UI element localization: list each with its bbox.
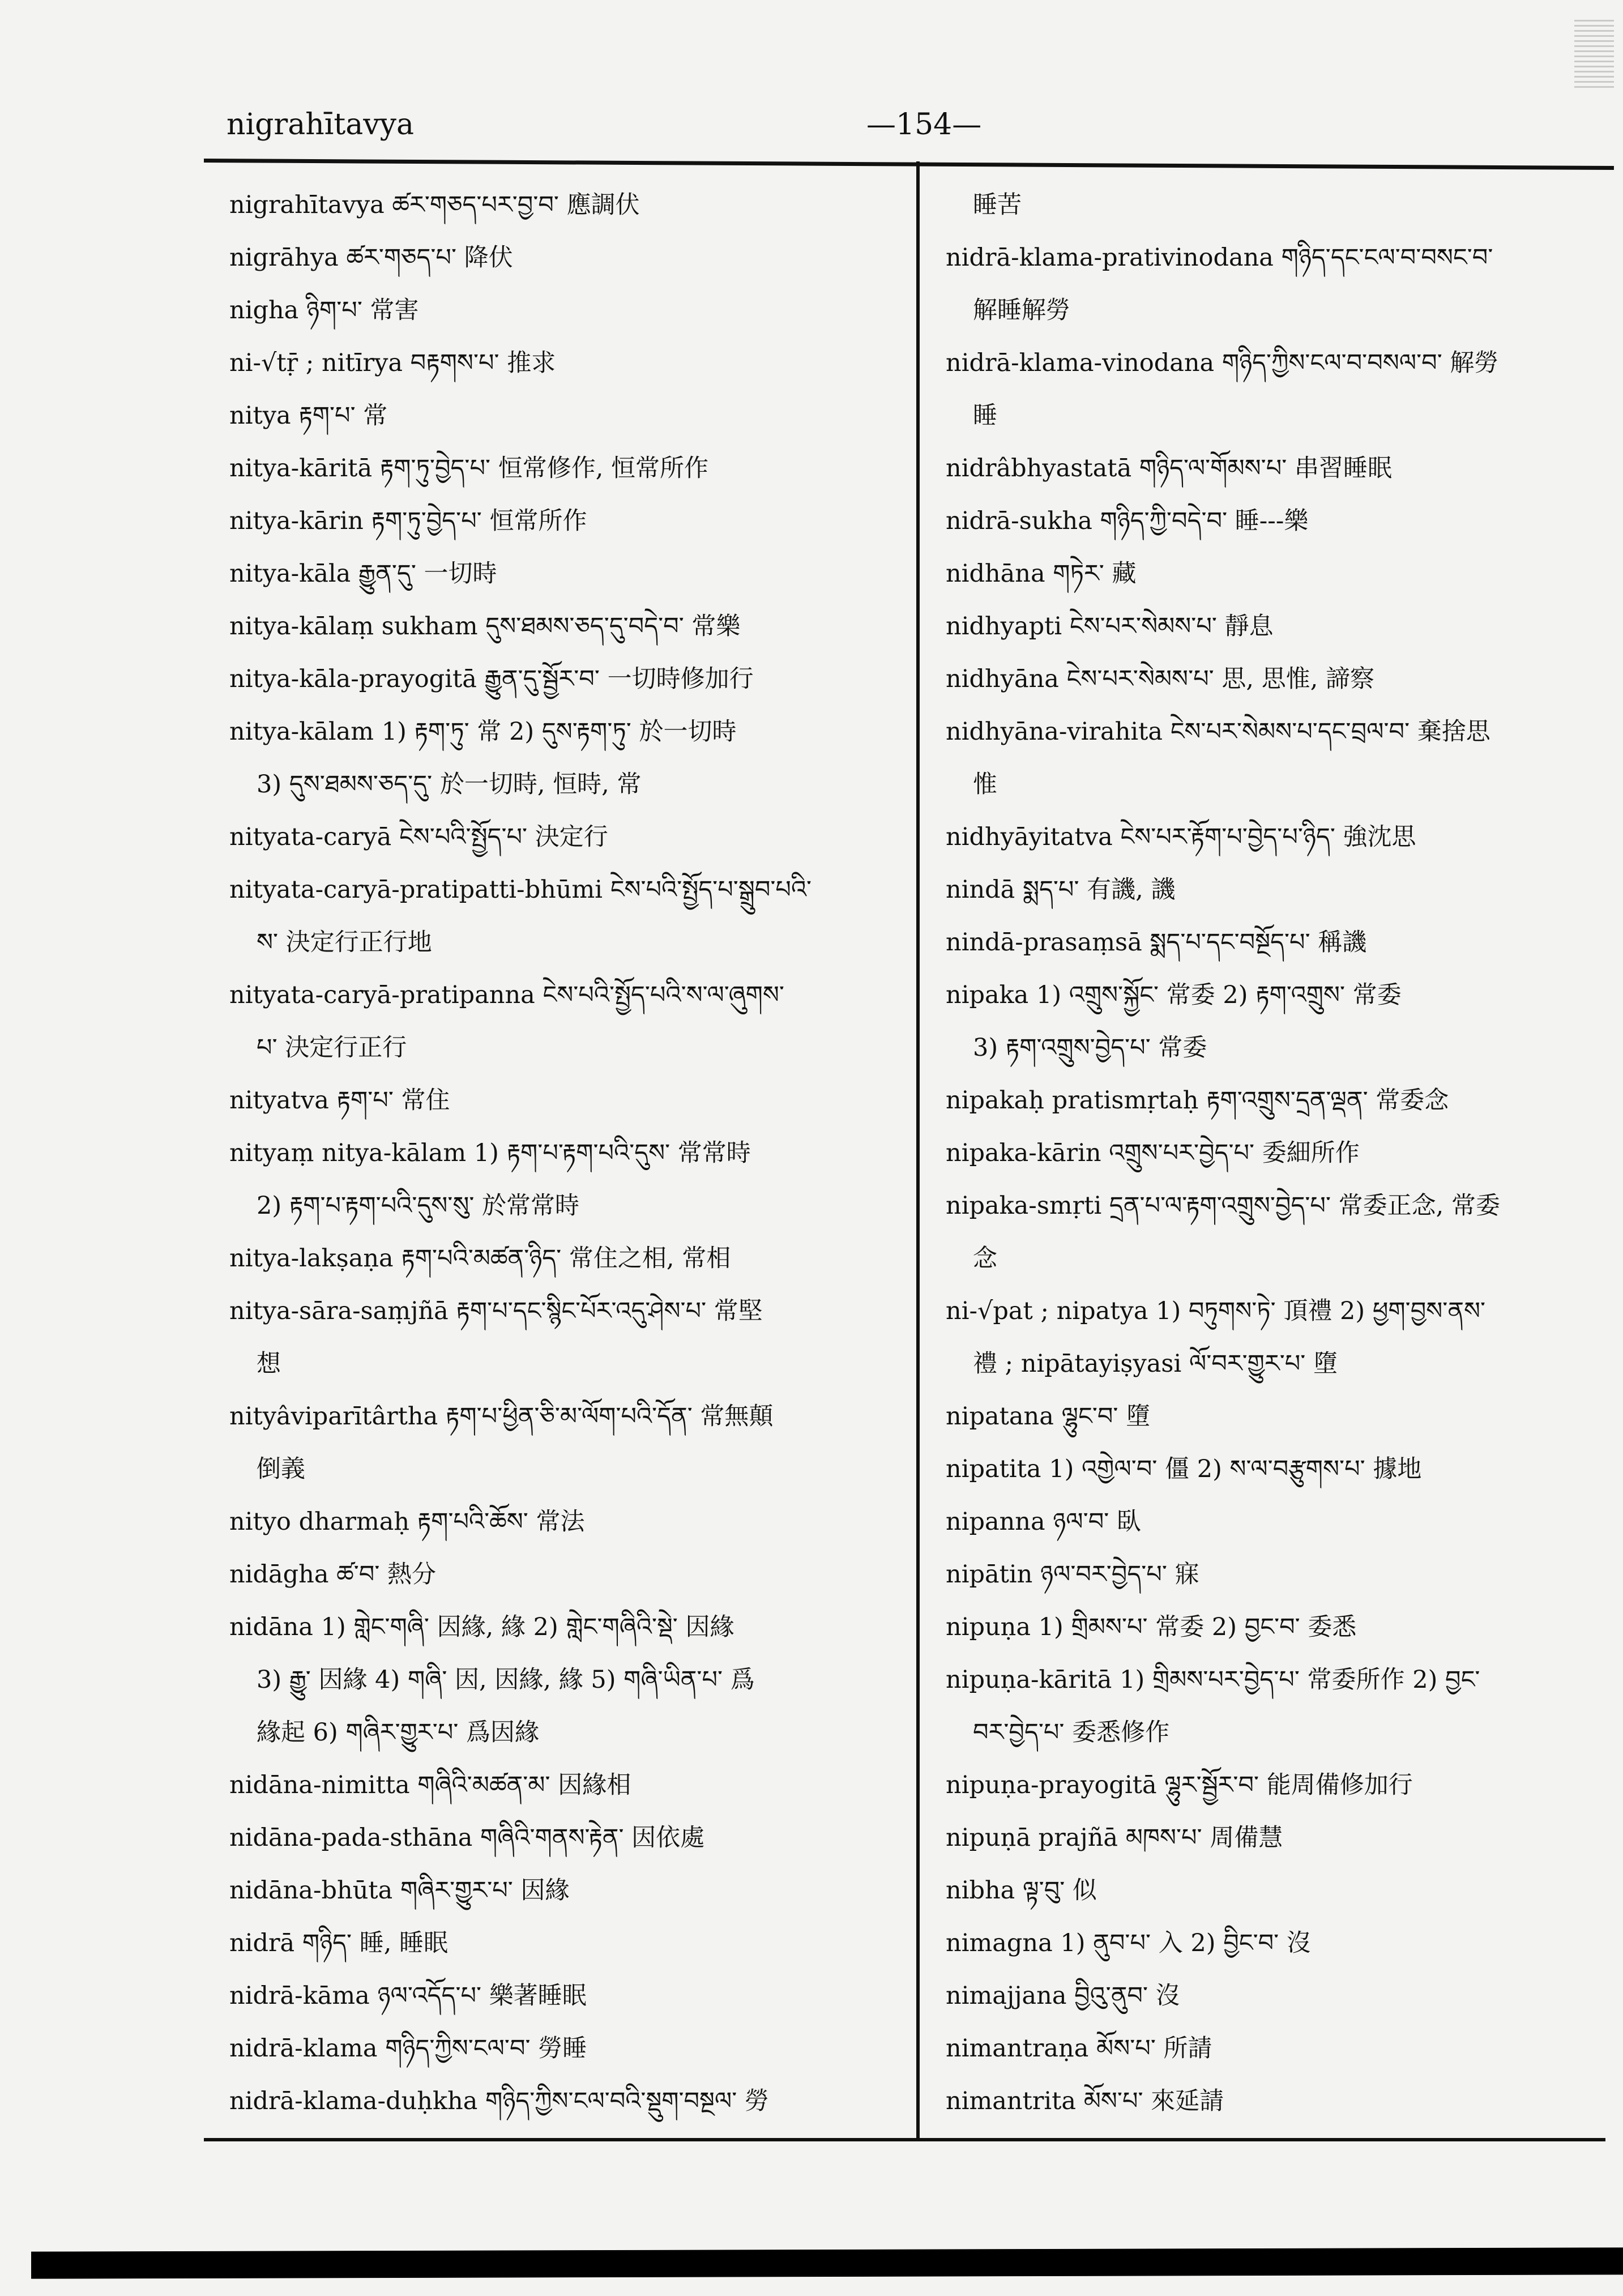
entry-line: nityata-caryā ངེས་པའི་སྤྱོད་པ་ 決定行: [229, 823, 608, 851]
entry-line: nityo dharmaḥ རྟག་པའི་ཆོས་ 常法: [229, 1508, 585, 1536]
entry-line: 2) རྟག་པ་རྟག་པའི་དུས་སུ་ 於常常時: [257, 1192, 580, 1220]
entry-line: nidrā-klama གཉིད་ཀྱིས་ངལ་བ་ 勞睡: [229, 2034, 587, 2063]
entry-line: nindā-prasaṃsā སྨད་པ་དང་བསྔོད་པ་ 稱譏: [946, 928, 1367, 957]
header-rule: [204, 159, 1614, 170]
entry-line: 3) རྟག་འགྲུས་བྱེད་པ་ 常委: [973, 1034, 1207, 1062]
entry-line: 想: [257, 1350, 281, 1378]
entry-line: 3) དུས་ཐམས་ཅད་དུ་ 於一切時, 恒時, 常: [257, 770, 642, 799]
footer-rule: [204, 2138, 1605, 2141]
entry-line: 睡: [973, 402, 997, 430]
entry-line: nitya-kārin རྟག་ཏུ་བྱེད་པ་ 恒常所作: [229, 507, 587, 535]
entry-line: nipuṇa 1) གྲིམས་པ་ 常委 2) བྱང་བ་ 委悉: [946, 1613, 1357, 1641]
entry-line: nityatva རྟག་པ་ 常住: [229, 1086, 450, 1115]
entry-line: 禮 ; nipātayiṣyasi ལོ་བར་གྱུར་པ་ 墮: [973, 1350, 1338, 1378]
entry-line: nidhāna གཏེར་ 藏: [946, 560, 1137, 588]
entry-line: nipuṇā prajñā མཁས་པ་ 周備慧: [946, 1824, 1283, 1852]
entry-line: nidhyāna ངེས་པར་སེམས་པ་ 思, 思惟, 諦察: [946, 665, 1375, 693]
entry-line: nityaṃ nitya-kālam 1) རྟག་པ་རྟག་པའི་དུས་ 常常時: [229, 1139, 751, 1167]
entry-line: nitya-kālaṃ sukham དུས་ཐམས་ཅད་དུ་བདེ་བ་ 常樂: [229, 612, 741, 641]
entry-line: པ་ 決定行正行: [257, 1034, 407, 1062]
entry-line: nityata-caryā-pratipatti-bhūmi ངེས་པའི་སྤྱོད་པ་སྒྲུབ་པའི་: [229, 876, 812, 904]
entry-line: ni-√pat ; nipatya 1) བཏུགས་ཏེ་ 頂禮 2) ཕྱག་བྱས་ནས་: [946, 1297, 1486, 1325]
entry-line: nitya རྟག་པ་ 常: [229, 402, 388, 430]
entry-line: nityâviparītârtha རྟག་པ་ཕྱིན་ཅི་མ་ལོག་པའི་དོན་ 常無顛: [229, 1402, 774, 1431]
entry-line: nidrā-sukha གཉིད་ཀྱི་བདེ་བ་ 睡---樂: [946, 507, 1309, 535]
entry-line: nibha ལྟ་བུ་ 似: [946, 1876, 1097, 1905]
scan-edge-bar: [31, 2247, 1623, 2278]
entry-line: 倒義: [257, 1455, 305, 1483]
entry-line: nitya-kālam 1) རྟག་ཏུ་ 常 2) དུས་རྟག་ཏུ་ 於一切時: [229, 718, 737, 746]
entry-line: nitya-kāritā རྟག་ཏུ་བྱེད་པ་ 恒常修作, 恒常所作: [229, 454, 709, 483]
entry-line: nipaka 1) འགྲུས་སྐྱོང་ 常委 2) རྟག་འགྲུས་ 常委: [946, 981, 1402, 1009]
column-divider: [916, 161, 920, 2141]
entry-line: nipaka-kārin འགྲུས་པར་བྱེད་པ་ 委細所作: [946, 1139, 1360, 1167]
entry-line: nipanna ཉལ་བ་ 臥: [946, 1508, 1141, 1536]
entry-line: nidhyāyitatva ངེས་པར་རྟོག་པ་བྱེད་པ་ཉིད་ 強沈思: [946, 823, 1416, 851]
entry-line: nityata-caryā-pratipanna ངེས་པའི་སྤྱོད་པའི་ས་ལ་ཞུགས་: [229, 981, 784, 1009]
entry-line: nipakaḥ pratismṛtaḥ རྟག་འགྲུས་དྲན་ལྡན་ 常委念: [946, 1086, 1449, 1115]
entry-line: nimagna 1) ནུབ་པ་ 入 2) བྱིང་བ་ 沒: [946, 1929, 1311, 1957]
entry-line: nidāna 1) གླེང་གཞི་ 因緣, 緣 2) གླེང་གཞིའི་སྡེ་ 因緣: [229, 1613, 734, 1641]
entry-line: nigha ཉིག་པ་ 常害: [229, 296, 419, 325]
entry-line: nipatita 1) འགྱེལ་བ་ 僵 2) ས་ལ་བརྩུགས་པ་ 據地: [946, 1455, 1422, 1483]
entry-line: nidāna-bhūta གཞིར་གྱུར་པ་ 因緣: [229, 1876, 570, 1905]
entry-line: ས་ 決定行正行地: [257, 928, 432, 957]
page-header: [227, 108, 1597, 147]
left-column: [229, 179, 903, 2128]
entry-line: nitya-sāra-saṃjñā རྟག་པ་དང་སྙིང་པོར་འདུ་ཤེས་པ་ 常堅: [229, 1297, 763, 1325]
scan-corner-mark: [1574, 20, 1614, 88]
page-number: —154—: [866, 108, 982, 142]
entry-line: nitya-kāla-prayogitā རྒྱུན་དུ་སྦྱོར་བ་ 一切時修加行: [229, 665, 754, 693]
entry-line: ni-√tṝ ; nitīrya བརྟགས་པ་ 推求: [229, 349, 556, 377]
entry-line: nidrā གཉིད་ 睡, 睡眠: [229, 1929, 449, 1957]
entry-line: 惟: [973, 770, 997, 799]
entry-line: nidrā-kāma ཉལ་འདོད་པ་ 樂著睡眠: [229, 1982, 587, 2010]
entry-line: nipatana ལྷུང་བ་ 墮: [946, 1402, 1151, 1431]
entry-line: nidrâbhyastatā གཉིད་ལ་གོམས་པ་ 串習睡眠: [946, 454, 1392, 483]
entry-line: nidhyāna-virahita ངེས་པར་སེམས་པ་དང་བྲལ་བ་ 棄捨思: [946, 718, 1490, 746]
entry-line: nidrā-klama-duḥkha གཉིད་ཀྱིས་ངལ་བའི་སྡུག་བསྔལ་ 勞: [229, 2087, 769, 2115]
entry-line: nidāna-nimitta གཞིའི་མཚན་མ་ 因緣相: [229, 1771, 631, 1799]
entry-line: nidhyapti ངེས་པར་སེམས་པ་ 靜息: [946, 612, 1274, 641]
entry-line: nimantrita མོས་པ་ 來延請: [946, 2087, 1224, 2115]
entry-line: nidrā-klama-vinodana གཉིད་ཀྱིས་ངལ་བ་བསལ་བ་ 解勞: [946, 349, 1499, 377]
entry-line: nipātin ཉལ་བར་བྱེད་པ་ 寐: [946, 1560, 1199, 1589]
right-column: [946, 179, 1611, 2128]
entry-line: 睡苦: [973, 191, 1022, 219]
entry-line: nitya-kāla རྒྱུན་དུ་ 一切時: [229, 560, 497, 588]
entry-line: 念: [973, 1244, 997, 1273]
entry-line: 緣起 6) གཞིར་གྱུར་པ་ 爲因緣: [257, 1718, 540, 1747]
entry-line: nitya-lakṣaṇa རྟག་པའི་མཚན་ཉིད་ 常住之相, 常相: [229, 1244, 731, 1273]
entry-line: nimantraṇa མོས་པ་ 所請: [946, 2034, 1212, 2063]
entry-line: 3) རྒྱུ་ 因緣 4) གཞི་ 因, 因緣, 緣 5) གཞི་ཡིན་པ་ 爲: [257, 1666, 755, 1694]
entry-line: nidāna-pada-sthāna གཞིའི་གནས་རྟེན་ 因依處: [229, 1824, 705, 1852]
entry-line: nidrā-klama-prativinodana གཉིད་དང་ངལ་བ་བསང་བ་: [946, 244, 1493, 272]
entry-line: nipuṇa-kāritā 1) གྲིམས་པར་བྱེད་པ་ 常委所作 2) བྱང་: [946, 1666, 1480, 1694]
entry-line: nipuṇa-prayogitā ལྷུར་སྦྱོར་བ་ 能周備修加行: [946, 1771, 1413, 1799]
entry-line: 解睡解勞: [973, 296, 1070, 325]
entry-line: nidāgha ཚ་བ་ 熱分: [229, 1560, 437, 1589]
entry-line: བར་བྱེད་པ་ 委悉修作: [973, 1718, 1170, 1747]
entry-line: nigrahītavya ཚར་གཅད་པར་བྱ་བ་ 應調伏: [229, 191, 640, 219]
entry-line: nigrāhya ཚར་གཅད་པ་ 降伏: [229, 244, 513, 272]
running-head: nigrahītavya: [227, 108, 415, 142]
entry-line: nimajjana བྱིའུ་ནུབ་ 沒: [946, 1982, 1180, 2010]
entry-line: nipaka-smṛti དྲན་པ་ལ་རྟག་འགྲུས་བྱེད་པ་ 常委正念, 常委: [946, 1192, 1501, 1220]
entry-line: nindā སྨད་པ་ 有譏, 譏: [946, 876, 1176, 904]
